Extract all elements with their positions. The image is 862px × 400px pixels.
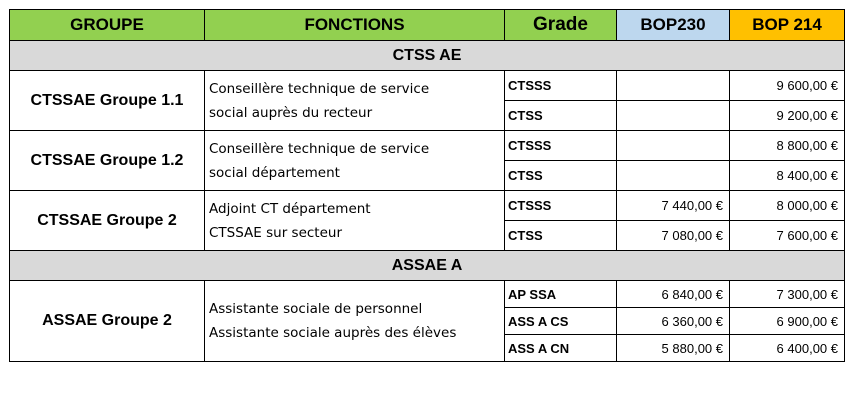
bop230-cell [617,101,730,131]
bop230-cell [617,131,730,161]
bop214-cell: 7 300,00 € [730,281,845,308]
header-fonctions: FONCTIONS [205,10,505,41]
header-groupe: GROUPE [10,10,205,41]
section-title: CTSS AE [10,41,845,71]
grade-cell: CTSSS [505,131,617,161]
grade-cell: CTSS [505,221,617,251]
grade-cell: CTSSS [505,71,617,101]
bop214-cell: 8 400,00 € [730,161,845,191]
bop230-cell: 7 080,00 € [617,221,730,251]
function-line: Adjoint CT département [209,200,371,217]
header-grade: Grade [505,10,617,41]
group-functions [205,131,505,191]
bop230-cell [617,71,730,101]
group-functions [205,71,505,131]
bop230-cell: 6 360,00 € [617,308,730,335]
bop214-cell: 6 900,00 € [730,308,845,335]
bop214-cell: 9 200,00 € [730,101,845,131]
function-line: Assistante sociale auprès des élèves [209,325,457,341]
grade-cell: CTSS [505,101,617,131]
bop230-cell: 6 840,00 € [617,281,730,308]
function-line: CTSSAE sur secteur [209,224,343,241]
bop230-cell: 7 440,00 € [617,191,730,221]
grade-cell: CTSS [505,161,617,191]
bop230-cell: 5 880,00 € [617,335,730,362]
salary-table [9,9,845,362]
function-line: social département [209,164,340,181]
group-name: CTSSAE Groupe 1.1 [10,71,205,131]
function-line: Conseillère technique de service [209,80,430,97]
grade-cell: CTSSS [505,191,617,221]
bop214-cell: 8 800,00 € [730,131,845,161]
header-bop230: BOP230 [617,10,730,41]
bop214-cell: 8 000,00 € [730,191,845,221]
bop214-cell: 7 600,00 € [730,221,845,251]
grade-cell: AP SSA [505,281,617,308]
bop214-cell: 6 400,00 € [730,335,845,362]
grade-cell: ASS A CS [505,308,617,335]
group-functions [205,191,505,251]
bop214-cell: 9 600,00 € [730,71,845,101]
group-name: ASSAE Groupe 2 [10,281,205,362]
bop230-cell [617,161,730,191]
header-bop214: BOP 214 [730,10,845,41]
function-line: Assistante sociale de personnel [209,301,423,317]
function-line: Conseillère technique de service [209,140,430,157]
group-functions [205,281,505,362]
function-line: social auprès du recteur [209,104,373,121]
section-title: ASSAE A [10,251,845,281]
group-name: CTSSAE Groupe 1.2 [10,131,205,191]
grade-cell: ASS A CN [505,335,617,362]
group-name: CTSSAE Groupe 2 [10,191,205,251]
